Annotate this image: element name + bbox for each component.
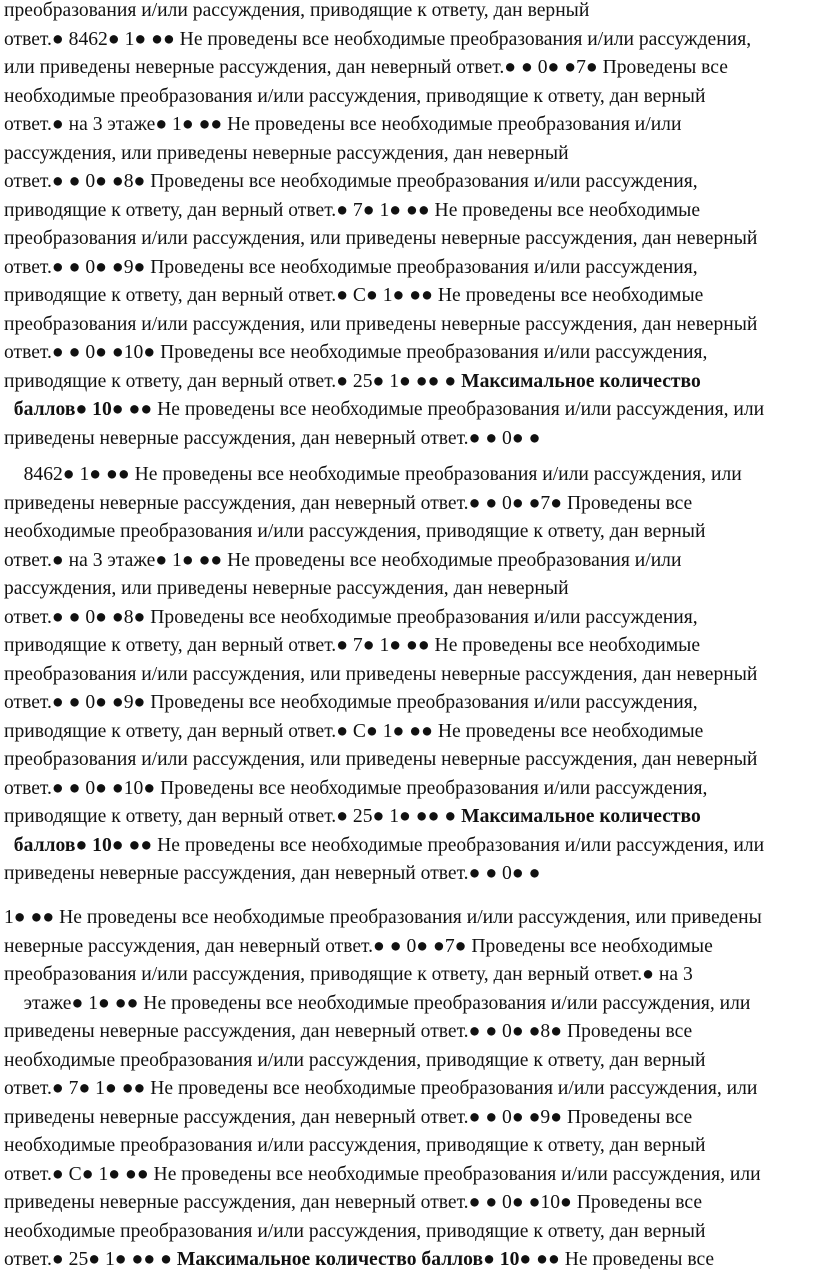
text-line xyxy=(4,722,703,742)
text-segment: ответ.● 8462● 1● ●● Не проведены все необходимые преобразования и/или рассуждения, xyxy=(4,29,752,50)
text-segment: преобразования и/или рассуждения, или приведены неверные рассуждения, дан неверный xyxy=(4,664,758,685)
text-segment: преобразования и/или рассуждения, или приведены неверные рассуждения, дан неверный xyxy=(4,314,758,335)
text-line xyxy=(4,750,757,770)
text-line xyxy=(4,1,589,21)
text-line xyxy=(4,1222,705,1242)
text-line xyxy=(4,286,703,306)
text-line xyxy=(4,965,693,985)
bold-text-segment: баллов● 10● xyxy=(13,399,124,420)
text-line xyxy=(4,579,569,599)
text-segment: ●● Не проведены все необходимые преобразования и/или рассуждения, или xyxy=(123,399,765,420)
text-segment: приводящие к ответу, дан верный ответ.● 7● 1● ●● Не проведены все необходимые xyxy=(4,200,701,221)
text-segment: 8462● 1● ●● Не проведены все необходимые преобразования и/или рассуждения, или xyxy=(4,464,742,485)
text-line xyxy=(4,665,757,685)
text-line xyxy=(4,144,569,164)
text-segment: необходимые преобразования и/или рассуждения, приводящие к ответу, дан верный xyxy=(4,1221,706,1242)
text-line xyxy=(4,465,742,485)
text-line xyxy=(4,494,692,514)
text-segment: приводящие к ответу, дан верный ответ.● С● 1● ●● Не проведены все необходимые xyxy=(4,285,704,306)
text-line xyxy=(4,372,701,392)
text-segment: необходимые преобразования и/или рассуждения, приводящие к ответу, дан верный xyxy=(4,521,706,542)
text-line xyxy=(4,1193,702,1213)
text-segment: ●● Не проведены все xyxy=(531,1249,715,1270)
text-segment: ответ.● на 3 этаже● 1● ●● Не проведены все необходимые преобразования и/или xyxy=(4,550,682,571)
text-segment: ответ.● 25● 1● ●● ● xyxy=(4,1249,177,1270)
text-segment: преобразования и/или рассуждения, приводящие к ответу, дан верный xyxy=(4,0,590,21)
text-segment: преобразования и/или рассуждения, или приведены неверные рассуждения, дан неверный xyxy=(4,228,758,249)
text-segment: ответ.● 7● 1● ●● Не проведены все необходимые преобразования и/или рассуждения, или xyxy=(4,1078,758,1099)
text-line xyxy=(4,1250,714,1270)
text-segment: ответ.● С● 1● ●● Не проведены все необходимые преобразования и/или рассуждения, или xyxy=(4,1164,761,1185)
text-line xyxy=(4,172,698,192)
text-line xyxy=(4,1079,757,1099)
bold-text-segment: Максимальное количество xyxy=(461,371,701,392)
text-line xyxy=(4,908,762,928)
text-segment xyxy=(4,399,14,420)
text-line xyxy=(4,807,701,827)
text-segment: необходимые преобразования и/или рассуждения, приводящие к ответу, дан верный xyxy=(4,1135,706,1156)
text-segment: ответ.● ● 0● ●10● Проведены все необходимые преобразования и/или рассуждения, xyxy=(4,778,708,799)
text-line xyxy=(4,1165,761,1185)
text-segment: приведены неверные рассуждения, дан неверный ответ.● ● 0● ●8● Проведены все xyxy=(4,1021,693,1042)
text-line xyxy=(4,201,700,221)
text-line xyxy=(4,994,750,1014)
text-segment xyxy=(4,835,14,856)
text-segment: приведены неверные рассуждения, дан неверный ответ.● ● 0● ●10● Проведены все xyxy=(4,1192,703,1213)
text-line xyxy=(4,864,540,884)
text-line xyxy=(4,258,698,278)
text-line xyxy=(4,400,764,420)
bold-text-segment: баллов● 10● xyxy=(13,835,124,856)
text-segment: ответ.● ● 0● ●10● Проведены все необходимые преобразования и/или рассуждения, xyxy=(4,342,708,363)
text-line xyxy=(4,343,707,363)
text-line xyxy=(4,1022,692,1042)
text-line xyxy=(4,58,728,78)
text-line xyxy=(4,836,764,856)
text-segment: приводящие к ответу, дан верный ответ.● С● 1● ●● Не проведены все необходимые xyxy=(4,721,704,742)
text-segment: рассуждения, или приведены неверные рассуждения, дан неверный xyxy=(4,143,569,164)
text-segment: приводящие к ответу, дан верный ответ.● 7● 1● ●● Не проведены все необходимые xyxy=(4,635,701,656)
text-segment: преобразования и/или рассуждения, приводящие к ответу, дан верный ответ.● на 3 xyxy=(4,964,693,985)
text-line xyxy=(4,779,707,799)
text-segment: неверные рассуждения, дан неверный ответ.● ● 0● ●7● Проведены все необходимые xyxy=(4,936,713,957)
text-segment: приводящие к ответу, дан верный ответ.● 25● 1● ●● ● xyxy=(4,371,462,392)
text-line xyxy=(4,229,757,249)
text-segment: приведены неверные рассуждения, дан неверный ответ.● ● 0● ●7● Проведены все xyxy=(4,493,693,514)
text-segment: ответ.● ● 0● ●8● Проведены все необходимые преобразования и/или рассуждения, xyxy=(4,607,698,628)
bold-text-segment: Максимальное количество xyxy=(461,806,701,827)
text-line xyxy=(4,315,757,335)
text-segment: ответ.● ● 0● ●9● Проведены все необходимые преобразования и/или рассуждения, xyxy=(4,692,698,713)
text-line xyxy=(4,429,540,449)
text-segment: необходимые преобразования и/или рассуждения, приводящие к ответу, дан верный xyxy=(4,86,706,107)
text-segment: ответ.● ● 0● ●9● Проведены все необходимые преобразования и/или рассуждения, xyxy=(4,257,698,278)
text-segment: или приведены неверные рассуждения, дан неверный ответ.● ● 0● ●7● Проведены все xyxy=(4,57,728,78)
text-segment: ответ.● на 3 этаже● 1● ●● Не проведены все необходимые преобразования и/или xyxy=(4,114,682,135)
text-line xyxy=(4,1136,705,1156)
text-line xyxy=(4,551,681,571)
text-segment: рассуждения, или приведены неверные рассуждения, дан неверный xyxy=(4,578,569,599)
bold-text-segment: Максимальное количество баллов● 10● xyxy=(176,1249,532,1270)
text-line xyxy=(4,1108,692,1128)
text-segment: приведены неверные рассуждения, дан неверный ответ.● ● 0● ● xyxy=(4,428,541,449)
text-line xyxy=(4,937,713,957)
text-segment: необходимые преобразования и/или рассуждения, приводящие к ответу, дан верный xyxy=(4,1050,706,1071)
text-segment: ответ.● ● 0● ●8● Проведены все необходимые преобразования и/или рассуждения, xyxy=(4,171,698,192)
text-segment: преобразования и/или рассуждения, или приведены неверные рассуждения, дан неверный xyxy=(4,749,758,770)
text-line xyxy=(4,30,751,50)
text-line xyxy=(4,1051,705,1071)
text-segment: приведены неверные рассуждения, дан неверный ответ.● ● 0● ● xyxy=(4,863,541,884)
text-line xyxy=(4,636,700,656)
text-line xyxy=(4,115,681,135)
text-segment: 1● ●● Не проведены все необходимые преобразования и/или рассуждения, или приведены xyxy=(4,907,762,928)
text-segment: ●● Не проведены все необходимые преобразования и/или рассуждения, или xyxy=(123,835,765,856)
text-segment: приводящие к ответу, дан верный ответ.● 25● 1● ●● ● xyxy=(4,806,462,827)
text-line xyxy=(4,522,705,542)
text-segment: этаже● 1● ●● Не проведены все необходимые преобразования и/или рассуждения, или xyxy=(4,993,751,1014)
text-line xyxy=(4,693,698,713)
text-line xyxy=(4,87,705,107)
text-line xyxy=(4,608,698,628)
text-segment: приведены неверные рассуждения, дан неверный ответ.● ● 0● ●9● Проведены все xyxy=(4,1107,693,1128)
